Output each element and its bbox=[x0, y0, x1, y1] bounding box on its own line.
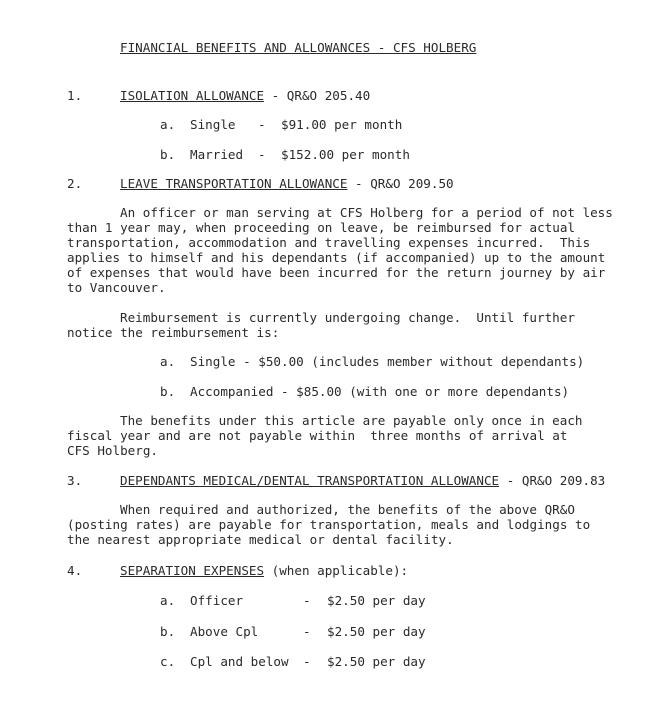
s4-item-c-letter: c. bbox=[160, 654, 176, 669]
s2-para1-line: than 1 year may, when proceeding on leave, be reimbursed for actual bbox=[67, 220, 575, 235]
s2-para1-line: applies to himself and his dependants (if accompanied) up to the amount bbox=[67, 250, 606, 265]
section-4-heading-text: SEPARATION EXPENSES bbox=[120, 563, 265, 578]
s1-item-b-value: $152.00 per month bbox=[281, 147, 410, 162]
section-3-reference: - QR&O 209.83 bbox=[499, 473, 606, 488]
document-title: FINANCIAL BENEFITS AND ALLOWANCES - CFS HOLBERG bbox=[120, 40, 477, 55]
s4-item-c-label: Cpl and below bbox=[190, 654, 289, 669]
s2-para1-line: transportation, accommodation and travelling expenses incurred. This bbox=[67, 235, 591, 250]
s2-para2-line: notice the reimbursement is: bbox=[67, 325, 280, 340]
s1-item-b-dash: - bbox=[258, 147, 266, 162]
s2-item-a-letter: a. bbox=[160, 354, 176, 369]
s4-item-a-dash: - bbox=[303, 593, 311, 608]
section-4-heading bbox=[120, 563, 408, 578]
s1-item-a-value: $91.00 per month bbox=[281, 117, 403, 132]
s3-para1-line: the nearest appropriate medical or dental facility. bbox=[67, 532, 454, 547]
s1-item-b-label: Married bbox=[190, 147, 244, 162]
s4-item-a-value: $2.50 per day bbox=[327, 593, 426, 608]
s4-item-b-dash: - bbox=[303, 624, 311, 639]
section-4-number: 4. bbox=[67, 563, 83, 578]
section-2-reference: - QR&O 209.50 bbox=[347, 176, 454, 191]
section-1-number: 1. bbox=[67, 88, 83, 103]
s2-item-b-text: Accompanied - $85.00 (with one or more dependants) bbox=[190, 384, 570, 399]
section-1-reference: - QR&O 205.40 bbox=[264, 88, 371, 103]
s2-para2-line: Reimbursement is currently undergoing change. Until further bbox=[120, 310, 575, 325]
s3-para1-line: When required and authorized, the benefits of the above QR&O bbox=[120, 502, 575, 517]
s4-item-a-letter: a. bbox=[160, 593, 176, 608]
s2-para1-line: to Vancouver. bbox=[67, 280, 166, 295]
s2-para1-line: of expenses that would have been incurred for the return journey by air bbox=[67, 265, 606, 280]
s2-item-b-letter: b. bbox=[160, 384, 176, 399]
s1-item-a-label: Single bbox=[190, 117, 236, 132]
section-4-reference: (when applicable): bbox=[264, 563, 409, 578]
s4-item-b-value: $2.50 per day bbox=[327, 624, 426, 639]
s3-para1-line: (posting rates) are payable for transportation, meals and lodgings to bbox=[67, 517, 591, 532]
s4-item-b-label: Above Cpl bbox=[190, 624, 259, 639]
s1-item-a-letter: a. bbox=[160, 117, 176, 132]
section-3-heading-text: DEPENDANTS MEDICAL/DENTAL TRANSPORTATION ALLOWANCE bbox=[120, 473, 500, 488]
s2-para3-line: fiscal year and are not payable within three months of arrival at bbox=[67, 428, 568, 443]
section-3-number: 3. bbox=[67, 473, 83, 488]
s2-para3-line: CFS Holberg. bbox=[67, 443, 158, 458]
s2-para3-line: The benefits under this article are payable only once in each bbox=[120, 413, 583, 428]
section-1-heading bbox=[120, 88, 370, 103]
s2-para1-line: An officer or man serving at CFS Holberg for a period of not less bbox=[120, 205, 613, 220]
s4-item-b-letter: b. bbox=[160, 624, 176, 639]
s4-item-a-label: Officer bbox=[190, 593, 244, 608]
section-1-heading-text: ISOLATION ALLOWANCE bbox=[120, 88, 265, 103]
section-2-heading bbox=[120, 176, 454, 191]
s2-item-a-text: Single - $50.00 (includes member without dependants) bbox=[190, 354, 585, 369]
section-2-number: 2. bbox=[67, 176, 83, 191]
s1-item-a-dash: - bbox=[258, 117, 266, 132]
section-3-heading bbox=[120, 473, 605, 488]
s4-item-c-dash: - bbox=[303, 654, 311, 669]
section-2-heading-text: LEAVE TRANSPORTATION ALLOWANCE bbox=[120, 176, 348, 191]
s4-item-c-value: $2.50 per day bbox=[327, 654, 426, 669]
s1-item-b-letter: b. bbox=[160, 147, 176, 162]
